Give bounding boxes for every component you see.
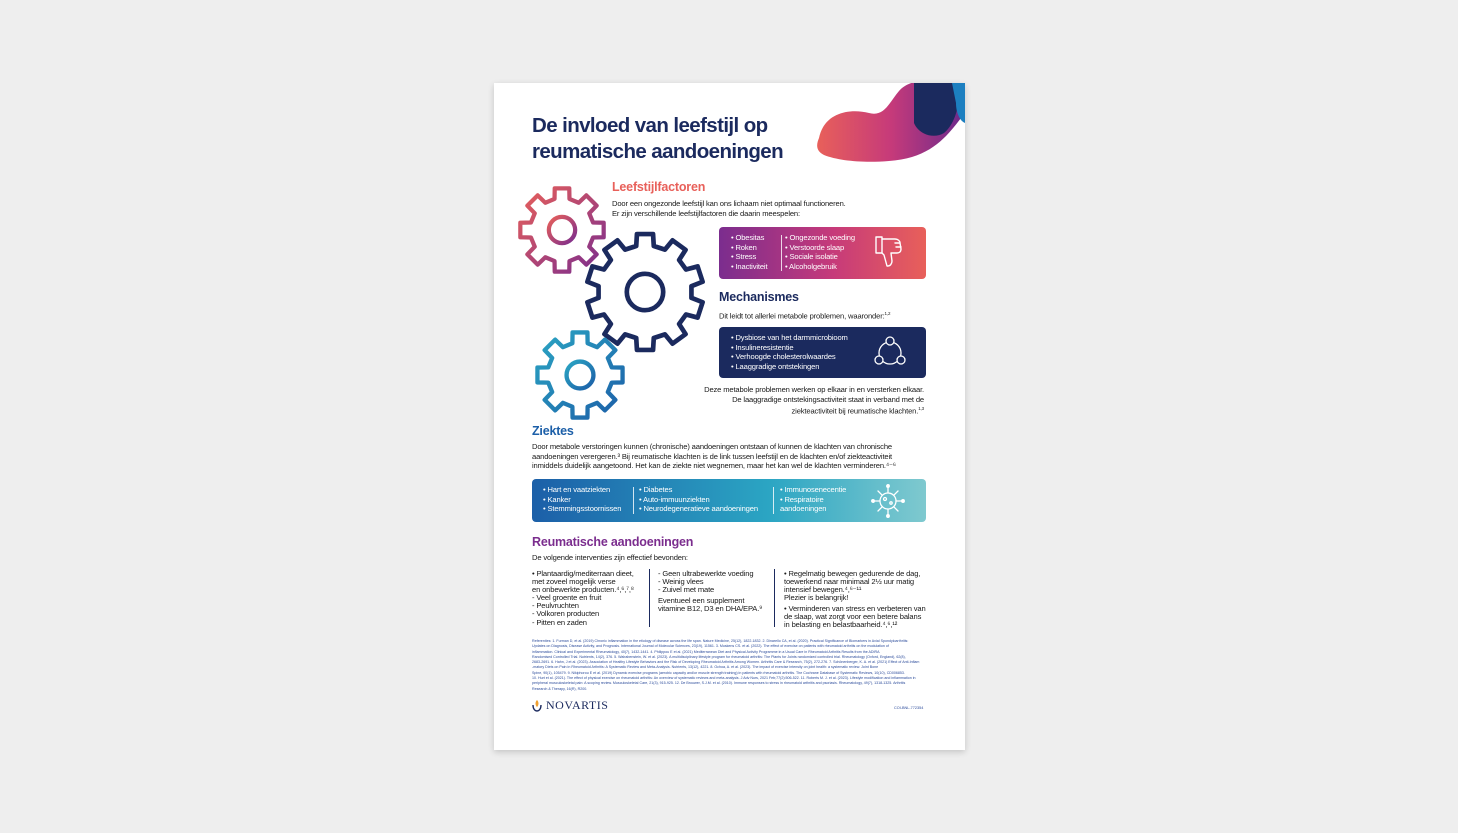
- column-divider: [781, 235, 782, 271]
- references: Referenties: 1. Furman D, et al. (2019) Chronic inflammation in the etiology of disease across the life span. Nature Medicine, 25(12), 1822-1832. 2. Dinarello CA, et al. (2020). Practical Significance of Biomarkers in Axial Spondyloarthritis: Updates on Diagnosis, Disease Activity, and Prognosis. International Journal of Molecular Sciences, 23(19), 11561. 3. Muskens CS. et al. (2022). The effect of exercise on patients with rheumatoid arthritis on the modulation of inflammation. Clinical and Experimental Rheumatology, 40(7), 1432-1441. 4. Philippou E et al. (2021) Mediterranean Diet and Physical Activity Programme in a Usual Care in Rheumatoid Arthritis Results from the ADIRA Randomised Controlled Trial. Nutrients, 14(2), 376. 5. Walrabenstein, W. et al. (2023). A multidisciplinary lifestyle program for rheumatoid arthritis: The Plants for Joints randomized controlled trial. Rheumatology (Oxford, England), 62(8), 2683-2691. 6. Hahn, J et al. (2023). Association of Healthy Lifestyle Behaviors and the Risk of Developing Rheumatoid Arthritis Among Women. Arthritis Care & Research, 75(2), 272-276. 7. Schönenberger, K. A. et al. (2021) Effect of Anti-Inflam -matory Diets on Pain in Rheumatoid Arthritis: A Systematic Review and Meta-Analysis. Nutrients, 13(12), 4221. 8. Ochoa, A. et al. (2023). The impact of exercise intensity on joint health: a systematic review. Joint Bone Spine, 90(1), 105479. 9. Nikiphorou E et al. (2019) Dynamic exercise programs (aerobic capacity and/or muscle strength training) in patients with rheumatoid arthritis. The Cochrane Database of Systematic Reviews, 10(10), CD006853. 10. Hurt et al. (2021). The effect of physical exercise on rheumatoid arthritis: An overview of systematic reviews and meta-analysis. J Adv Nurs, 2021 Feb;77(2):506-522. 11. Roberts M. J. et al. (2023). Lifestyle modification and inflammation in peripheral musculoskeletal pain: A scoping review. Musculoskeletal Care, 21(3), 915-925. 12. De Brouwer, S.J.M. et al. (2010). Immune responses to stress in rheumatoid arthritis and psoriasis. Rheumatology, 49(7), 1318-1325. Arthritis Research & Therapy, 16(R), R200.: [532, 639, 920, 691]
- ziektes-list-1: • Hart en vaatziekten • Kanker • Stemmingsstoornissen: [543, 485, 622, 514]
- reuma-heading: Reumatische aandoeningen: [532, 535, 694, 549]
- ziektes-list-3: • Immunosenecentie • Respiratoire aandoeningen: [780, 485, 847, 514]
- flame-logo-icon: [532, 699, 542, 712]
- mechanismes-note: Deze metabole problemen werken op elkaar in en versterken elkaar. De laaggradige ontstekingsactiviteit staat in verband met de ziekteactiviteit bij reumatische klachten.$^{1,3}$: [704, 385, 924, 416]
- novartis-logo: [532, 698, 608, 713]
- cycle-network-icon: [871, 335, 909, 371]
- document-code: COI-BNL-772354: [894, 706, 924, 710]
- ziektes-list-2: • Diabetes • Auto-immuunziekten • Neurodegeneratieve aandoeningen: [639, 485, 758, 514]
- reuma-list-1: • Plantaardig/mediterraan dieet, met zoveel mogelijk verse en onbewerkte producten.⁴,⁶,⁷,⁸ - Veel groente en fruit - Peulvruchten - Volkoren producten - Pitten en zaden: [532, 569, 634, 627]
- reuma-list-2: - Geen ultrabewerkte voeding - Weinig vlees - Zuivel met mate Eventueel een supplement vitamine B12, D3 en DHA/EPA.⁹: [658, 569, 763, 613]
- column-divider: [649, 569, 650, 627]
- leefstijl-list-2: • Ongezonde voeding • Verstoorde slaap • Sociale isolatie • Alcoholgebruik: [785, 233, 855, 271]
- leefstijl-list-1: • Obesitas • Roken • Stress • Inactiviteit: [731, 233, 768, 271]
- poster-page: [494, 83, 965, 750]
- leefstijl-factors-box: [719, 227, 926, 279]
- leefstijl-heading: Leefstijlfactoren: [612, 180, 706, 194]
- column-divider: [774, 569, 775, 627]
- ziektes-heading: Ziektes: [532, 424, 574, 438]
- mechanismes-list: • Dysbiose van het darmmicrobioom • Insulineresistentie • Verhoogde cholesterolwaardes • Laaggradige ontstekingen: [731, 333, 848, 371]
- column-divider: [773, 487, 774, 514]
- ziektes-intro: Door metabole verstoringen kunnen (chronische) aandoeningen ontstaan of kunnen de klachten van chronische aandoeningen verergeren.³ Bij reumatische klachten is de link tussen leefstijl en de klachten en/of ziekteactiviteit inmiddels duidelijk aangetoond. Het kan de ziekte niet wegnemen, maar het kan wel de klachten verminderen.⁴⁻⁶: [532, 442, 896, 471]
- mechanismes-box: [719, 327, 926, 378]
- ziektes-box: [532, 479, 926, 522]
- mechanismes-heading: Mechanismes: [719, 290, 799, 304]
- reuma-intro: De volgende interventies zijn effectief bevonden:: [532, 553, 688, 562]
- gear-icon-teal: [532, 327, 628, 423]
- mechanismes-intro: Dit leidt tot allerlei metabole problemen, waaronder:$^{1,2}$: [719, 311, 891, 321]
- thumbs-down-icon: [873, 235, 905, 271]
- page-title: De invloed van leefstijl op reumatische aandoeningen: [532, 114, 784, 163]
- brand-name: NOVARTIS: [546, 698, 609, 712]
- reuma-list-3: • Regelmatig bewegen gedurende de dag, toewerkend naar minimaal 2½ uur matig intensief bewegen.⁴,⁶⁻¹¹ Plezier is belangrijk! • Verminderen van stress en verbeteren van de slaap, wat zorgt voor een betere balans in belasting en belastbaarheid.⁴,⁶,¹²: [784, 569, 926, 630]
- leefstijl-intro: Door een ongezonde leefstijl kan ons lichaam niet optimaal functioneren. Er zijn verschillende leefstijlfactoren die daarin meespelen:: [612, 199, 846, 218]
- column-divider: [633, 487, 634, 514]
- virus-icon: [870, 483, 906, 519]
